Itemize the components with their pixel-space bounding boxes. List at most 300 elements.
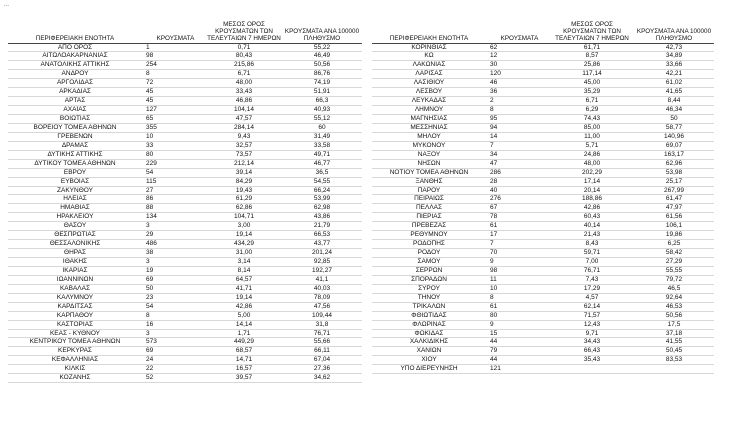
region-name: ΛΑΚΩΝΙΑΣ: [372, 61, 486, 70]
avg-7day-value: 19,14: [206, 293, 282, 302]
cases-value: 8: [486, 106, 550, 115]
cases-value: 69: [142, 347, 206, 356]
per-100k-value: 79,72: [634, 275, 714, 284]
region-name: ΡΟΔΟΥ: [372, 249, 486, 258]
region-name: ΛΕΥΚΑΔΑΣ: [372, 97, 486, 106]
table-row: [372, 365, 714, 374]
region-name: ΑΡΓΟΛΙΔΑΣ: [8, 79, 142, 88]
per-100k-value: 58,42: [634, 249, 714, 258]
region-name: ΑΙΤΩΛΟΑΚΑΡΝΑΝΙΑΣ: [8, 52, 142, 61]
avg-7day-value: 9,71: [550, 329, 634, 338]
per-100k-value: 33,66: [634, 61, 714, 70]
cases-value: 94: [486, 123, 550, 132]
avg-7day-value: 188,86: [550, 195, 634, 204]
region-name: ΔΥΤΙΚΗΣ ΑΤΤΙΚΗΣ: [8, 150, 142, 159]
per-100k-value: 66,53: [282, 231, 362, 240]
cases-value: 3: [142, 258, 206, 267]
region-name: ΚΑΣΤΟΡΙΑΣ: [8, 320, 142, 329]
per-100k-value: 83,53: [634, 356, 714, 365]
cases-value: 24: [142, 356, 206, 365]
table-row: [8, 97, 362, 106]
avg-7day-value: 7,43: [550, 275, 634, 284]
header-region: ΠΕΡΙΦΕΡΕΙΑΚΗ ΕΝΟΤΗΤΑ: [372, 14, 486, 43]
region-name: ΙΚΑΡΙΑΣ: [8, 266, 142, 275]
avg-7day-value: 0,71: [206, 43, 282, 52]
table-row: [372, 213, 714, 222]
per-100k-value: 33,58: [282, 141, 362, 150]
cases-value: 1: [142, 43, 206, 52]
avg-7day-value: 47,57: [206, 115, 282, 124]
avg-7day-value: 64,57: [206, 275, 282, 284]
avg-7day-value: 17,14: [550, 177, 634, 186]
table-row: [8, 43, 362, 52]
avg-7day-value: 76,71: [550, 266, 634, 275]
cases-value: 98: [486, 266, 550, 275]
region-name: ΧΙΟΥ: [372, 356, 486, 365]
cases-value: 573: [142, 338, 206, 347]
avg-7day-value: 6,71: [550, 97, 634, 106]
per-100k-value: 47,56: [282, 302, 362, 311]
region-name: ΗΛΕΙΑΣ: [8, 195, 142, 204]
region-name: ΔΥΤΙΚΟΥ ΤΟΜΕΑ ΑΘΗΝΩΝ: [8, 159, 142, 168]
table-row: [8, 320, 362, 329]
cases-value: 2: [486, 97, 550, 106]
table-row: [372, 284, 714, 293]
region-name: ΠΕΛΛΑΣ: [372, 204, 486, 213]
region-name: ΡΟΔΟΠΗΣ: [372, 240, 486, 249]
per-100k-value: 27,36: [282, 365, 362, 374]
per-100k-value: 61,02: [634, 79, 714, 88]
table-row: [8, 177, 362, 186]
avg-7day-value: 61,29: [206, 195, 282, 204]
avg-7day-value: 8,43: [550, 240, 634, 249]
avg-7day-value: 19,43: [206, 186, 282, 195]
table-row: [372, 311, 714, 320]
region-name: ΛΗΜΝΟΥ: [372, 106, 486, 115]
cases-value: 3: [142, 329, 206, 338]
per-100k-value: 41,65: [634, 88, 714, 97]
per-100k-value: 50,56: [282, 61, 362, 70]
region-name: ΝΟΤΙΟΥ ΤΟΜΕΑ ΑΘΗΝΩΝ: [372, 168, 486, 177]
avg-7day-value: 16,57: [206, 365, 282, 374]
cases-value: 254: [142, 61, 206, 70]
avg-7day-value: 5,71: [550, 141, 634, 150]
per-100k-value: 46,34: [634, 106, 714, 115]
cases-value: 30: [486, 61, 550, 70]
table-row: [372, 79, 714, 88]
cases-value: 62: [486, 43, 550, 52]
avg-7day-value: 3,00: [206, 222, 282, 231]
per-100k-value: 106,1: [634, 222, 714, 231]
per-100k-value: 62,98: [282, 204, 362, 213]
avg-7day-value: 24,86: [550, 150, 634, 159]
per-100k-value: 6,25: [634, 240, 714, 249]
region-name: ΗΡΑΚΛΕΙΟΥ: [8, 213, 142, 222]
per-100k-value: 46,77: [282, 159, 362, 168]
cases-value: 355: [142, 123, 206, 132]
region-name: ΣΑΜΟΥ: [372, 258, 486, 267]
per-100k-value: 163,17: [634, 150, 714, 159]
per-100k-value: 27,29: [634, 258, 714, 267]
cases-value: 29: [142, 231, 206, 240]
per-100k-value: 140,96: [634, 132, 714, 141]
region-name: ΦΘΙΩΤΙΔΑΣ: [372, 311, 486, 320]
table-row: [8, 338, 362, 347]
region-name: ΠΙΕΡΙΑΣ: [372, 213, 486, 222]
avg-7day-value: 104,14: [206, 106, 282, 115]
region-name: ΠΕΙΡΑΙΩΣ: [372, 195, 486, 204]
per-100k-value: 60: [282, 123, 362, 132]
region-name: ΧΑΛΚΙΔΙΚΗΣ: [372, 338, 486, 347]
cases-value: 52: [142, 374, 206, 383]
table-row: [8, 106, 362, 115]
avg-7day-value: 21,43: [550, 231, 634, 240]
cases-value: 72: [142, 79, 206, 88]
avg-7day-value: 14,14: [206, 320, 282, 329]
table-row: [8, 115, 362, 124]
table-row: [372, 123, 714, 132]
avg-7day-value: 449,29: [206, 338, 282, 347]
table-row: [8, 311, 362, 320]
cases-value: 134: [142, 213, 206, 222]
table-header-row: [8, 14, 362, 43]
avg-7day-value: 1,71: [206, 329, 282, 338]
table-row: [372, 115, 714, 124]
per-100k-value: 25,17: [634, 177, 714, 186]
region-name: ΚΙΛΚΙΣ: [8, 365, 142, 374]
region-name: ΙΘΑΚΗΣ: [8, 258, 142, 267]
avg-7day-value: 19,14: [206, 231, 282, 240]
per-100k-value: 66,11: [282, 347, 362, 356]
avg-7day-value: 3,14: [206, 258, 282, 267]
table-row: [372, 338, 714, 347]
avg-7day-value: 12,43: [550, 320, 634, 329]
region-name: ΑΡΤΑΣ: [8, 97, 142, 106]
table-row: [8, 249, 362, 258]
per-100k-value: 8,44: [634, 97, 714, 106]
region-name: ΙΩΑΝΝΙΝΩΝ: [8, 275, 142, 284]
header-per-100k: ΚΡΟΥΣΜΑΤΑ ΑΝΑ 100000 ΠΛΗΘΥΣΜΟ: [634, 14, 714, 43]
table-row: [372, 70, 714, 79]
per-100k-value: 51,91: [282, 88, 362, 97]
per-100k-value: 43,86: [282, 213, 362, 222]
table-row: [372, 249, 714, 258]
table-row: [372, 177, 714, 186]
cases-value: 61: [486, 302, 550, 311]
avg-7day-value: 117,14: [550, 70, 634, 79]
avg-7day-value: 42,86: [550, 204, 634, 213]
table-row: [372, 88, 714, 97]
cases-value: 54: [142, 302, 206, 311]
per-100k-value: 50,45: [634, 347, 714, 356]
per-100k-value: 92,85: [282, 258, 362, 267]
avg-7day-value: 202,29: [550, 168, 634, 177]
avg-7day-value: 48,00: [206, 79, 282, 88]
header-cases: ΚΡΟΥΣΜΑΤΑ: [486, 14, 550, 43]
avg-7day-value: 62,14: [550, 302, 634, 311]
avg-7day-value: 39,57: [206, 374, 282, 383]
per-100k-value: 54,55: [282, 177, 362, 186]
avg-7day-value: 80,43: [206, 52, 282, 61]
table-row: [8, 159, 362, 168]
avg-7day-value: 35,29: [550, 88, 634, 97]
cases-value: 27: [142, 186, 206, 195]
per-100k-value: 37,18: [634, 329, 714, 338]
avg-7day-value: 6,71: [206, 70, 282, 79]
cases-value: 3: [142, 222, 206, 231]
cases-value: 22: [142, 365, 206, 374]
per-100k-value: 86,76: [282, 70, 362, 79]
cases-value: 115: [142, 177, 206, 186]
avg-7day-value: 8,57: [550, 52, 634, 61]
cases-value: 14: [486, 132, 550, 141]
avg-7day-value: 40,14: [550, 222, 634, 231]
avg-7day-value: 14,71: [206, 356, 282, 365]
cases-table-left: [8, 14, 362, 383]
region-name: ΚΕΡΚΥΡΑΣ: [8, 347, 142, 356]
table-row: [8, 213, 362, 222]
per-100k-value: 66,3: [282, 97, 362, 106]
table-row: [8, 275, 362, 284]
table-row: [372, 240, 714, 249]
avg-7day-value: 4,57: [550, 293, 634, 302]
cases-value: 50: [142, 284, 206, 293]
cases-value: 28: [486, 177, 550, 186]
cases-value: 33: [142, 141, 206, 150]
cases-value: 79: [486, 347, 550, 356]
per-100k-value: 50,56: [634, 311, 714, 320]
region-name: ΚΑΡΔΙΤΣΑΣ: [8, 302, 142, 311]
region-name: ΠΑΡΟΥ: [372, 186, 486, 195]
region-name: ΜΕΣΣΗΝΙΑΣ: [372, 123, 486, 132]
cases-value: 47: [486, 159, 550, 168]
table-row: [8, 70, 362, 79]
region-name: ΘΑΣΟΥ: [8, 222, 142, 231]
cases-value: 80: [486, 311, 550, 320]
per-100k-value: 55,22: [282, 43, 362, 52]
region-name: ΣΥΡΟΥ: [372, 284, 486, 293]
cases-value: 70: [486, 249, 550, 258]
per-100k-value: 40,03: [282, 284, 362, 293]
per-100k-value: 19,86: [634, 231, 714, 240]
cases-value: 61: [486, 222, 550, 231]
avg-7day-value: 66,43: [550, 347, 634, 356]
cases-value: 19: [142, 266, 206, 275]
avg-7day-value: 17,29: [550, 284, 634, 293]
per-100k-value: 192,27: [282, 266, 362, 275]
region-name: ΛΑΣΙΘΙΟΥ: [372, 79, 486, 88]
per-100k-value: 41,1: [282, 275, 362, 284]
region-name: ΚΑΒΑΛΑΣ: [8, 284, 142, 293]
table-row: [372, 159, 714, 168]
table-row: [372, 275, 714, 284]
table-row: [8, 284, 362, 293]
region-name: ΑΠΟ ΟΡΟΣ: [8, 43, 142, 52]
cases-value: 88: [142, 204, 206, 213]
avg-7day-value: 34,43: [550, 338, 634, 347]
per-100k-value: 55,66: [282, 338, 362, 347]
cases-value: 86: [142, 195, 206, 204]
region-name: ΣΠΟΡΑΔΩΝ: [372, 275, 486, 284]
header-per-100k: ΚΡΟΥΣΜΑΤΑ ΑΝΑ 100000 ΠΛΗΘΥΣΜΟ: [282, 14, 362, 43]
avg-7day-value: 85,00: [550, 123, 634, 132]
per-100k-value: 46,53: [634, 302, 714, 311]
cases-value: 8: [142, 70, 206, 79]
avg-7day-value: 33,43: [206, 88, 282, 97]
per-100k-value: 43,77: [282, 240, 362, 249]
region-name: ΜΑΓΝΗΣΙΑΣ: [372, 115, 486, 124]
region-name: ΚΕΦΑΛΛΗΝΙΑΣ: [8, 356, 142, 365]
cases-value: 286: [486, 168, 550, 177]
table-row: [372, 186, 714, 195]
cases-value: 65: [142, 115, 206, 124]
avg-7day-value: 61,71: [550, 43, 634, 52]
table-row: [372, 258, 714, 267]
region-name: ΘΕΣΠΡΩΤΙΑΣ: [8, 231, 142, 240]
table-row: [372, 43, 714, 52]
cases-value: 23: [142, 293, 206, 302]
table-row: [8, 204, 362, 213]
per-100k-value: 42,21: [634, 70, 714, 79]
region-name: ΞΑΝΘΗΣ: [372, 177, 486, 186]
region-name: ΑΝΑΤΟΛΙΚΗΣ ΑΤΤΙΚΗΣ: [8, 61, 142, 70]
avg-7day-value: 25,86: [550, 61, 634, 70]
avg-7day-value: 62,86: [206, 204, 282, 213]
table-row: [8, 79, 362, 88]
table-row: [372, 168, 714, 177]
table-row: [372, 320, 714, 329]
table-row: [8, 365, 362, 374]
region-name: ΘΕΣΣΑΛΟΝΙΚΗΣ: [8, 240, 142, 249]
table-row: [8, 88, 362, 97]
cases-value: 8: [486, 293, 550, 302]
cases-value: 98: [142, 52, 206, 61]
per-100k-value: 55,12: [282, 115, 362, 124]
table-row: [372, 302, 714, 311]
per-100k-value: 17,5: [634, 320, 714, 329]
region-name: ΚΑΛΥΜΝΟΥ: [8, 293, 142, 302]
per-100k-value: 55,55: [634, 266, 714, 275]
table-row: [8, 240, 362, 249]
region-name: ΚΑΡΠΑΘΟΥ: [8, 311, 142, 320]
avg-7day-value: 7,00: [550, 258, 634, 267]
region-name: ΡΕΘΥΜΝΟΥ: [372, 231, 486, 240]
per-100k-value: 76,71: [282, 329, 362, 338]
region-name: ΜΥΚΟΝΟΥ: [372, 141, 486, 150]
per-100k-value: 46,5: [634, 284, 714, 293]
per-100k-value: 69,07: [634, 141, 714, 150]
per-100k-value: 41,55: [634, 338, 714, 347]
region-name: ΤΗΝΟΥ: [372, 293, 486, 302]
cases-value: 54: [142, 168, 206, 177]
cases-value: 44: [486, 338, 550, 347]
table-row: [372, 329, 714, 338]
cases-value: 40: [486, 186, 550, 195]
per-100k-value: 40,93: [282, 106, 362, 115]
table-row: [8, 231, 362, 240]
per-100k-value: 47,97: [634, 204, 714, 213]
avg-7day-value: 212,14: [206, 159, 282, 168]
table-row: [8, 61, 362, 70]
avg-7day-value: 20,14: [550, 186, 634, 195]
avg-7day-value: 5,00: [206, 311, 282, 320]
cases-value: 11: [486, 275, 550, 284]
region-name: ΝΗΣΩΝ: [372, 159, 486, 168]
avg-7day-value: 35,43: [550, 356, 634, 365]
cases-value: 121: [486, 365, 550, 374]
region-name: ΔΡΑΜΑΣ: [8, 141, 142, 150]
table-row: [8, 266, 362, 275]
avg-7day-value: 39,14: [206, 168, 282, 177]
table-row: [8, 356, 362, 365]
cases-value: 12: [486, 52, 550, 61]
table-row: [372, 266, 714, 275]
cases-value: 17: [486, 231, 550, 240]
per-100k-value: 36,5: [282, 168, 362, 177]
cases-value: 127: [142, 106, 206, 115]
per-100k-value: 34,89: [634, 52, 714, 61]
cases-value: 45: [142, 88, 206, 97]
table-row: [372, 52, 714, 61]
avg-7day-value: 32,57: [206, 141, 282, 150]
avg-7day-value: 59,71: [550, 249, 634, 258]
per-100k-value: 109,44: [282, 311, 362, 320]
region-name: ΚΟΖΑΝΗΣ: [8, 374, 142, 383]
cases-value: 36: [486, 88, 550, 97]
per-100k-value: 67,04: [282, 356, 362, 365]
table-row: [8, 195, 362, 204]
cases-value: 9: [486, 258, 550, 267]
region-name: ΖΑΚΥΝΘΟΥ: [8, 186, 142, 195]
header-7day-average: ΜΕΣΟΣ ΟΡΟΣ ΚΡΟΥΣΜΑΤΩΝ ΤΩΝ ΤΕΛΕΥΤΑΙΩΝ 7 ΗΜΕΡΩΝ: [550, 14, 634, 43]
region-name: ΑΧΑΪΑΣ: [8, 106, 142, 115]
per-100k-value: 50: [634, 115, 714, 124]
region-name: ΓΡΕΒΕΝΩΝ: [8, 132, 142, 141]
cases-value: 78: [486, 213, 550, 222]
cases-value: 69: [142, 275, 206, 284]
per-100k-value: 46,49: [282, 52, 362, 61]
cases-value: 34: [486, 150, 550, 159]
table-row: [8, 347, 362, 356]
per-100k-value: 92,64: [634, 293, 714, 302]
region-name: ΦΩΚΙΔΑΣ: [372, 329, 486, 338]
region-name: ΛΑΡΙΣΑΣ: [372, 70, 486, 79]
table-row: [8, 52, 362, 61]
per-100k-value: 66,24: [282, 186, 362, 195]
table-row: [372, 97, 714, 106]
avg-7day-value: 434,29: [206, 240, 282, 249]
region-name: ΣΕΡΡΩΝ: [372, 266, 486, 275]
cases-value: 7: [486, 240, 550, 249]
avg-7day-value: 73,57: [206, 150, 282, 159]
cases-value: 7: [486, 141, 550, 150]
region-name: ΗΜΑΘΙΑΣ: [8, 204, 142, 213]
per-100k-value: 62,96: [634, 159, 714, 168]
table-row: [372, 106, 714, 115]
table-row: [372, 61, 714, 70]
avg-7day-value: 215,86: [206, 61, 282, 70]
avg-7day-value: 46,86: [206, 97, 282, 106]
region-name: ΚΕΑΣ - ΚΥΘΝΟΥ: [8, 329, 142, 338]
region-name: ΤΡΙΚΑΛΩΝ: [372, 302, 486, 311]
per-100k-value: 61,56: [634, 213, 714, 222]
table-row: [372, 141, 714, 150]
cases-value: 67: [486, 204, 550, 213]
region-name: ΦΛΩΡΙΝΑΣ: [372, 320, 486, 329]
cases-value: 38: [142, 249, 206, 258]
region-name: ΛΕΣΒΟΥ: [372, 88, 486, 97]
table-row: [372, 231, 714, 240]
